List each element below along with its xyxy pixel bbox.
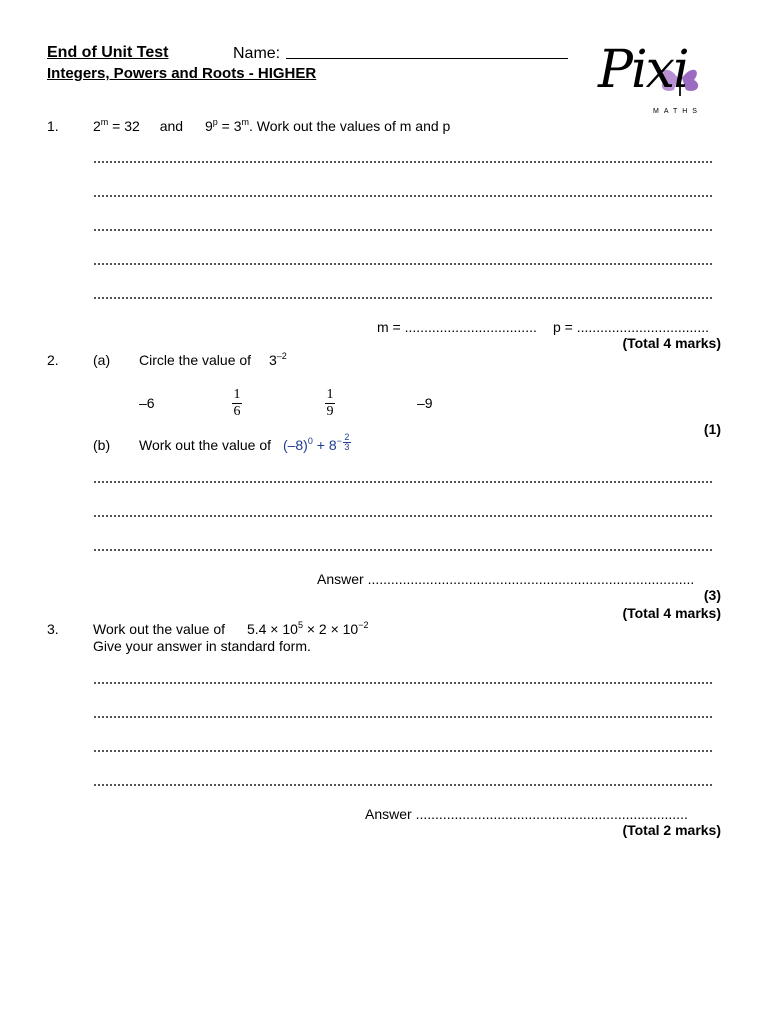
q3-number: 3. [47, 621, 59, 637]
q2a-option-2[interactable]: $\frac{1}{6}$ [233, 387, 241, 419]
q3-instruction: Give your answer in standard form. [93, 638, 311, 654]
topic-title: Integers, Powers and Roots - HIGHER [47, 65, 317, 82]
q1-working-line-1[interactable] [93, 161, 713, 163]
q1-question: $2^m = 32$ and $9^p = 3^m$. Work out the values of m and p [93, 117, 451, 134]
q1-working-line-5[interactable] [93, 297, 713, 299]
q1-working-line-2[interactable] [93, 195, 713, 197]
q2b-working-line-1[interactable] [93, 481, 713, 483]
q3-working-line-1[interactable] [93, 682, 713, 684]
q2b-label: (b) [93, 437, 111, 453]
q2-total-marks: (Total 4 marks) [622, 605, 721, 621]
q3-total-marks: (Total 2 marks) [622, 822, 721, 838]
name-line[interactable] [286, 44, 568, 59]
q2a-option-1[interactable]: –6 [139, 395, 155, 411]
q2b-answer[interactable]: Answer .................................................................................... [317, 571, 695, 587]
q3-working-line-3[interactable] [93, 750, 713, 752]
pixi-logo [598, 40, 723, 122]
q2b-working-line-2[interactable] [93, 515, 713, 517]
q3-answer[interactable]: Answer ...................................................................... [365, 806, 688, 822]
q3-working-line-4[interactable] [93, 784, 713, 786]
test-title: End of Unit Test [47, 44, 169, 61]
name-label: Name: [233, 45, 281, 62]
q1-number: 1. [47, 118, 59, 134]
q2b-question: Work out the value of $(-8)^0 + 8^-$ $\frac{2}{3}$ [139, 432, 350, 453]
q2a-option-4[interactable]: –9 [417, 395, 433, 411]
q2a-question: Circle the value of $3^{-2}$ [139, 351, 287, 368]
q1-working-line-3[interactable] [93, 229, 713, 231]
q1-total-marks: (Total 4 marks) [622, 335, 721, 351]
q3-question: Work out the value of $5.4 \times 10^5 \times 2 \times 10^{-2}$ [93, 620, 369, 637]
q1-working-line-4[interactable] [93, 263, 713, 265]
q2b-marks: (3) [703, 587, 721, 603]
q1-answer-p[interactable]: p = .................................. [553, 319, 709, 335]
logo-wordmark: Pixi [598, 40, 688, 100]
name-field[interactable] [233, 44, 568, 63]
q2b-expression: $(-8)^0 + 8^-$ $\frac{2}{3}$ [282, 432, 350, 453]
q2-number: 2. [47, 352, 59, 368]
q1-answer-m[interactable]: m = .................................. [377, 319, 537, 335]
q2a-marks: (1) [703, 421, 721, 437]
logo-tagline: MATHS [653, 108, 702, 115]
q3-working-line-2[interactable] [93, 716, 713, 718]
q2a-option-3[interactable]: $\frac{1}{9}$ [326, 387, 334, 419]
q2a-label: (a) [93, 352, 111, 368]
q2b-working-line-3[interactable] [93, 549, 713, 551]
